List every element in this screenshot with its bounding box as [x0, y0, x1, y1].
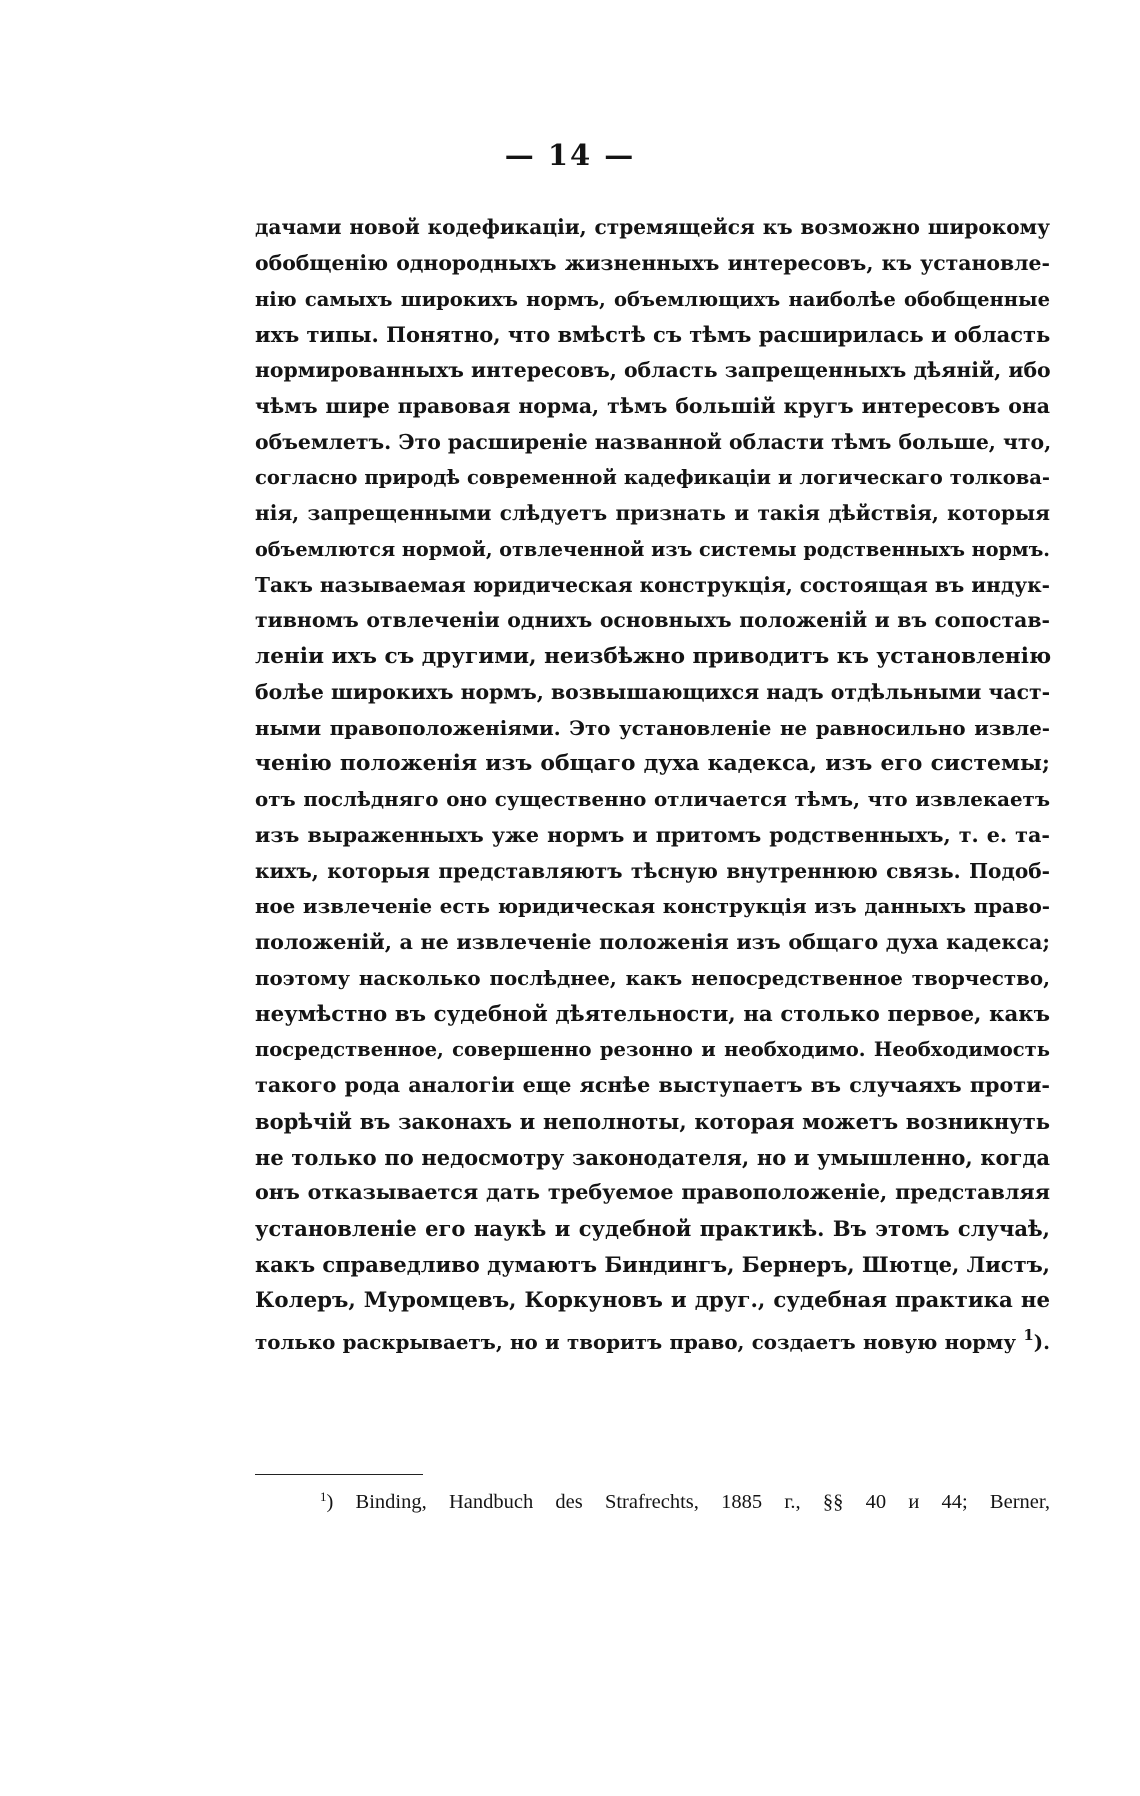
text-line: какъ справедливо думаютъ Биндингъ, Бернеръ, Шютце, Листъ,	[255, 1251, 1050, 1277]
text-line: обобщенію однородныхъ жизненныхъ интересовъ, къ установле-	[255, 250, 1050, 275]
text-line: изъ выраженныхъ уже нормъ и притомъ родственныхъ, т. е. та-	[255, 822, 1050, 847]
text-line: болѣе широкихъ нормъ, возвышающихся надъ отдѣльными част-	[255, 679, 1051, 704]
text-line: ными правоположеніями. Это установленіе не равносильно извле-	[255, 715, 1050, 740]
text-line: нію самыхъ широкихъ нормъ, объемлющихъ наиболѣе обобщенные	[255, 287, 1050, 311]
text-line: положеній, а не извлеченіе положенія изъ общаго духа кадекса;	[255, 930, 1050, 954]
text-line: ворѣчій въ законахъ и неполноты, которая можетъ возникнуть	[255, 1108, 1050, 1134]
text-line: ихъ типы. Понятно, что вмѣстѣ съ тѣмъ расширилась и область	[255, 322, 1051, 348]
footnote	[320, 1484, 1050, 1515]
text-line: нормированныхъ интересовъ, область запрещенныхъ дѣяній, ибо	[255, 358, 1051, 382]
text-line: отъ послѣдняго оно существенно отличается тѣмъ, что извлекаетъ	[255, 787, 1050, 811]
footnote-divider	[255, 1474, 423, 1475]
text-line: согласно природѣ современной кадефикаціи и логическаго толкова-	[255, 466, 1050, 490]
body-text	[255, 210, 1050, 1354]
text-line: онъ отказывается дать требуемое правоположеніе, представляя	[255, 1180, 1050, 1205]
text-line: нія, запрещенными слѣдуетъ признать и такія дѣйствія, которыя	[255, 501, 1050, 525]
text-line: ное извлеченіе есть юридическая конструкція изъ данныхъ право-	[255, 894, 1050, 919]
text-line: посредственное, совершенно резонно и необходимо. Необходимость	[255, 1038, 1050, 1062]
text-line: чѣмъ шире правовая норма, тѣмъ большій кругъ интересовъ она	[255, 393, 1050, 418]
text-line: установленіе его наукѣ и судебной практикѣ. Въ этомъ случаѣ,	[255, 1216, 1050, 1241]
last-text-line	[255, 1318, 1050, 1354]
text-line: не только по недосмотру законодателя, но и умышленно, когда	[255, 1144, 1050, 1170]
text-line: кихъ, которыя представляютъ тѣсную внутреннюю связь. Подоб-	[255, 858, 1050, 883]
text-line: тивномъ отвлеченіи однихъ основныхъ положеній и въ сопостав-	[255, 608, 1050, 633]
text-line: леніи ихъ съ другими, неизбѣжно приводитъ къ установленію	[255, 644, 1052, 669]
footnote-mark: 1	[320, 1489, 327, 1504]
last-line-end: ).	[1033, 1330, 1050, 1355]
text-line: неумѣстно въ судебной дѣятельности, на столько первое, какъ	[255, 1001, 1050, 1027]
last-line-text: только раскрываетъ, но и творитъ право, создаетъ новую норму	[255, 1330, 1016, 1355]
text-line: дачами новой кодефикаціи, стремящейся къ возможно широкому	[255, 215, 1050, 239]
footnote-text: ) Binding, Handbuch des Strafrechts, 1885 г., §§ 40 и 44; Berner,	[326, 1491, 1050, 1513]
text-line: Колеръ, Муромцевъ, Коркуновъ и друг., судебная практика не	[255, 1287, 1050, 1313]
text-line: ченію положенія изъ общаго духа кадекса, изъ его системы;	[255, 750, 1050, 777]
text-line: Такъ называемая юридическая конструкція, состоящая въ индук-	[255, 572, 1050, 597]
footnote-reference: 1	[1023, 1326, 1034, 1345]
text-line: поэтому насколько послѣднее, какъ непосредственное творчество,	[255, 965, 1050, 990]
text-line: такого рода аналогіи еще яснѣе выступаетъ въ случаяхъ проти-	[255, 1073, 1050, 1097]
text-line: объемлетъ. Это расширеніе названной области тѣмъ больше, что,	[255, 429, 1052, 454]
text-line: объемлются нормой, отвлеченной изъ системы родственныхъ нормъ.	[255, 537, 1050, 561]
page-number: — 14 —	[504, 138, 636, 172]
